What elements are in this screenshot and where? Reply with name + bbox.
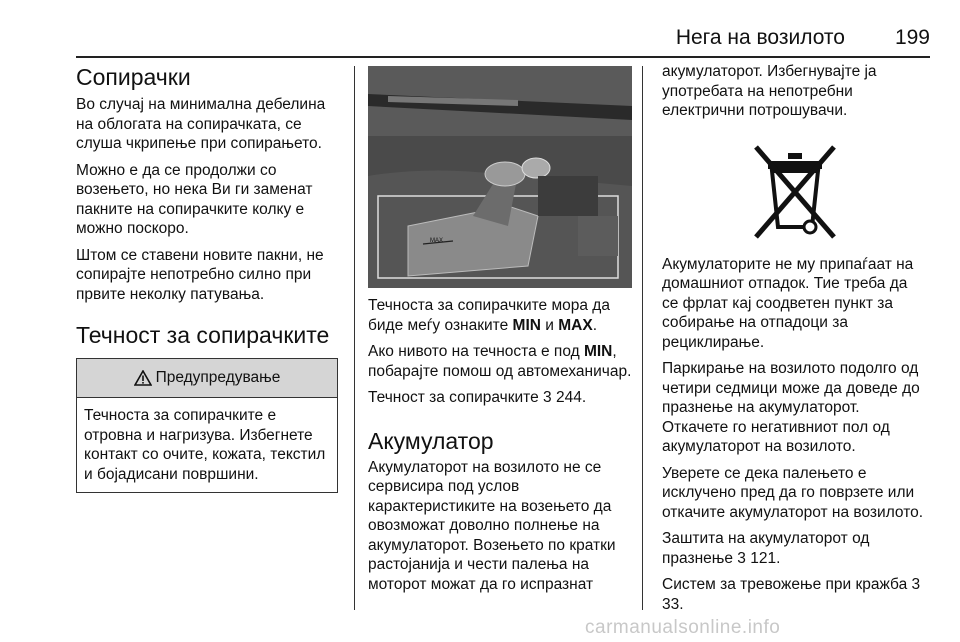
paragraph: Акумулаторот на возилото не се сервисира под услов карактеристиките на возењето да овозможат доволно полнење на акумулаторот. Возењето по кратки растојанија и чести палења на моторот можат да го испразнат bbox=[368, 458, 616, 593]
watermark: carmanualsonline.info bbox=[585, 617, 781, 638]
reference-arrow-icon: 3 bbox=[543, 389, 552, 406]
max-mark-label: MAX bbox=[430, 238, 444, 244]
page-reference[interactable]: 121 bbox=[750, 549, 777, 567]
left-column bbox=[76, 62, 338, 493]
paragraph-below-min: Ако нивото на течноста е под MIN, побарајте помош од автомеханичар. bbox=[368, 343, 632, 380]
paragraph: акумулаторот. Избегнувајте ја употребата на непотребни електрични потрошувачи. bbox=[662, 63, 877, 119]
paragraph-reference: Течност за сопирачките 3 244. bbox=[368, 389, 587, 406]
column-divider-1 bbox=[354, 66, 355, 610]
header-rule bbox=[76, 56, 930, 58]
paragraph: Паркирање на возилото подолго од четири седмици може да доведе до празнење на акумулаторот. bbox=[662, 360, 920, 416]
reference-arrow-icon: 3 bbox=[737, 549, 746, 567]
brake-fluid-reservoir-photo bbox=[368, 66, 632, 288]
page-number: 199 bbox=[894, 26, 930, 49]
paragraph-reference: Заштита на акумулаторот од празнење 3 121. bbox=[662, 530, 870, 567]
heading-battery: Акумулатор bbox=[368, 427, 494, 454]
heading-brake-fluid: Течност за сопирачките bbox=[76, 322, 330, 348]
paragraph: Акумулаторите не му припаѓаат на домашниот отпадок. Тие треба да се фрлат кај соодветен пункт за собирање на отпадоци за рециклирање. bbox=[662, 255, 914, 351]
paragraph-reference: Систем за тревожење при кражба 3 33. bbox=[662, 576, 921, 613]
warning-header bbox=[77, 359, 337, 398]
middle-column bbox=[368, 66, 634, 601]
heading-brakes: Сопирачки bbox=[76, 64, 191, 90]
column-divider-2 bbox=[642, 66, 643, 610]
paragraph: Уверете се дека палењето е исклучено пред да го поврзете или откачите акумулаторот на возилото. bbox=[662, 464, 924, 521]
paragraph: Можно е да се продолжи со возењето, но нека Ви ги заменат пакните на сопирачките колку е можно поскоро. bbox=[76, 161, 313, 237]
warning-text: Течноста за сопирачките е отровна и нагризува. Избегнете контакт со очите, кожата, текстил и бојадисани површини. bbox=[84, 407, 326, 483]
warning-title: Предупредување bbox=[155, 369, 281, 386]
paragraph: Штом се ставени новите пакни, не сопирајте непотребно силно при првите неколку патувања. bbox=[76, 246, 324, 303]
page-header bbox=[0, 26, 930, 56]
paragraph: Откачете го негативниот пол од акумулаторот на возилото. bbox=[662, 418, 890, 455]
page-reference[interactable]: 33 bbox=[662, 595, 680, 613]
warning-box bbox=[76, 358, 338, 493]
page-reference[interactable]: 244 bbox=[555, 389, 582, 406]
section-title: Нега на возилото bbox=[675, 26, 845, 49]
right-column bbox=[662, 62, 927, 621]
paragraph: Во случај на минимална дебелина на облогата на сопирачката, се слуша чкрипење при сопирањето. bbox=[76, 96, 326, 152]
crossed-out-wheelie-bin-icon bbox=[752, 139, 838, 241]
warning-triangle-icon bbox=[134, 370, 152, 386]
paragraph-min-max: Течноста за сопирачките мора да биде меѓу ознаките MIN и MAX. bbox=[368, 297, 610, 334]
reference-arrow-icon: 3 bbox=[911, 576, 921, 593]
